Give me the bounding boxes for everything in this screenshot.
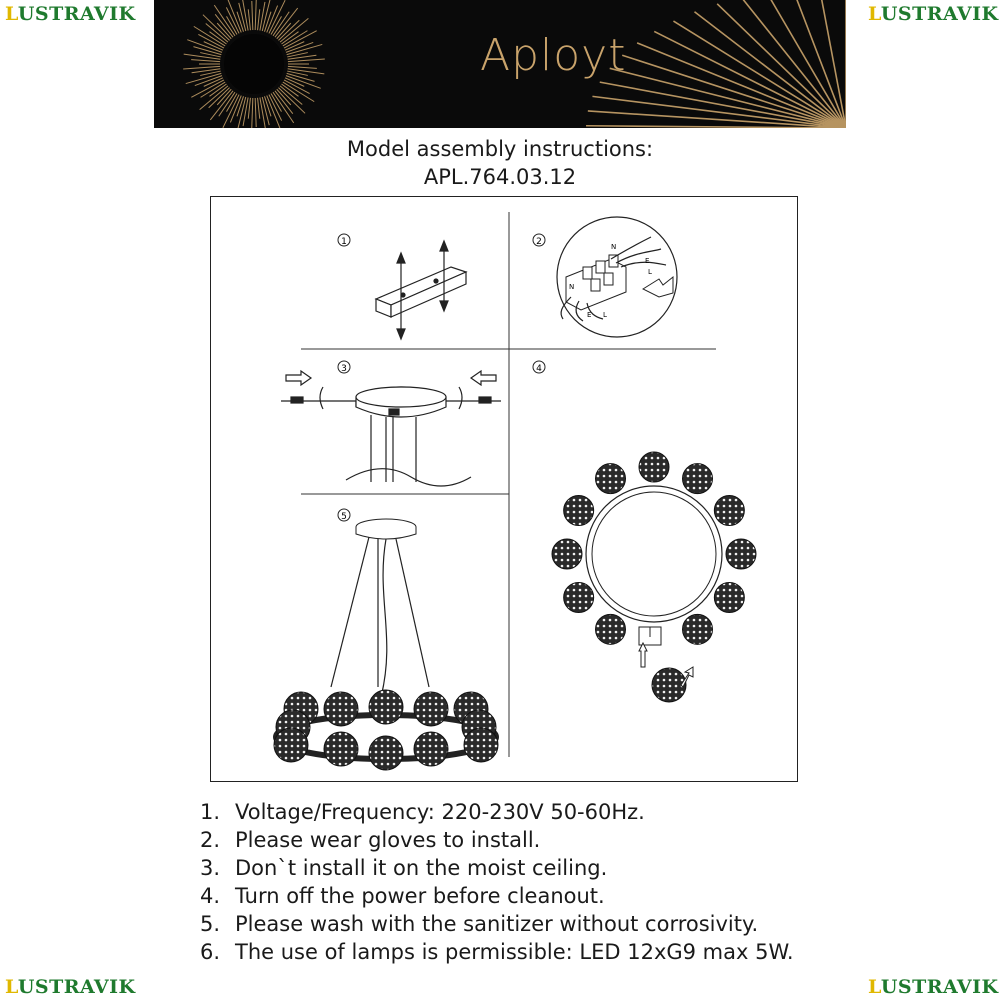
note-item: 2. Please wear gloves to install. (200, 828, 541, 852)
crystal-globe (464, 728, 498, 762)
note-item: 5. Please wash with the sanitizer without corrosivity. (200, 912, 759, 936)
crystal-globe (596, 464, 626, 494)
svg-text:E: E (587, 311, 592, 319)
lustravik-watermark-top-right: LUSTRAVIK (868, 3, 999, 25)
globe-installation-illustration (552, 452, 756, 702)
mounting-bracket-illustration (376, 241, 466, 339)
lustravik-watermark-top-left: LUSTRAVIK (5, 3, 136, 25)
note-item: 3. Don`t install it on the moist ceiling. (200, 856, 608, 880)
step-1-label (338, 234, 350, 247)
lustravik-watermark-bottom-left: LUSTRAVIK (5, 976, 136, 998)
note-item: 4. Turn off the power before cleanout. (200, 884, 605, 908)
svg-text:4: 4 (536, 364, 542, 374)
svg-text:1: 1 (341, 237, 347, 247)
crystal-globe (324, 692, 358, 726)
crystal-globe (714, 583, 744, 613)
model-number: APL.764.03.12 (423, 165, 577, 189)
terminal-block-illustration (557, 217, 677, 337)
crystal-globe (726, 539, 756, 569)
crystal-globe (596, 614, 626, 644)
crystal-globe (274, 728, 308, 762)
crystal-globe (414, 732, 448, 766)
step-2-label (533, 234, 545, 247)
crystal-globe (552, 539, 582, 569)
crystal-globe (369, 736, 403, 770)
svg-text:N: N (611, 243, 617, 251)
step-3-label (338, 361, 350, 374)
svg-text:3: 3 (341, 364, 347, 374)
canopy-fixing-illustration (281, 371, 501, 486)
crystal-globe (639, 452, 669, 482)
crystal-globe (683, 464, 713, 494)
crystal-globe (683, 614, 713, 644)
brand-name: Aployt (480, 30, 627, 81)
instruction-notes-list (200, 798, 794, 966)
svg-text:L: L (603, 311, 607, 319)
step-4-label (533, 361, 545, 374)
page-title: Model assembly instructions: (346, 137, 654, 161)
svg-text:5: 5 (341, 512, 347, 522)
crystal-globe (564, 496, 594, 526)
assembly-diagram (210, 196, 798, 782)
crystal-globe (564, 583, 594, 613)
crystal-globe (369, 690, 403, 724)
step-5-label (338, 509, 350, 522)
svg-text:N: N (569, 283, 575, 291)
note-item: 6. The use of lamps is permissible: LED 12xG9 max 5W. (200, 940, 794, 964)
svg-text:2: 2 (536, 237, 542, 247)
crystal-globe (324, 732, 358, 766)
svg-text:L: L (648, 268, 652, 276)
crystal-globe (714, 496, 744, 526)
crystal-globe (414, 692, 448, 726)
note-item: 1. Voltage/Frequency: 220-230V 50-60Hz. (200, 800, 645, 824)
assembled-chandelier-illustration (274, 519, 498, 770)
svg-text:E: E (645, 257, 650, 265)
brand-banner (154, 0, 846, 128)
lustravik-watermark-bottom-right: LUSTRAVIK (868, 976, 999, 998)
